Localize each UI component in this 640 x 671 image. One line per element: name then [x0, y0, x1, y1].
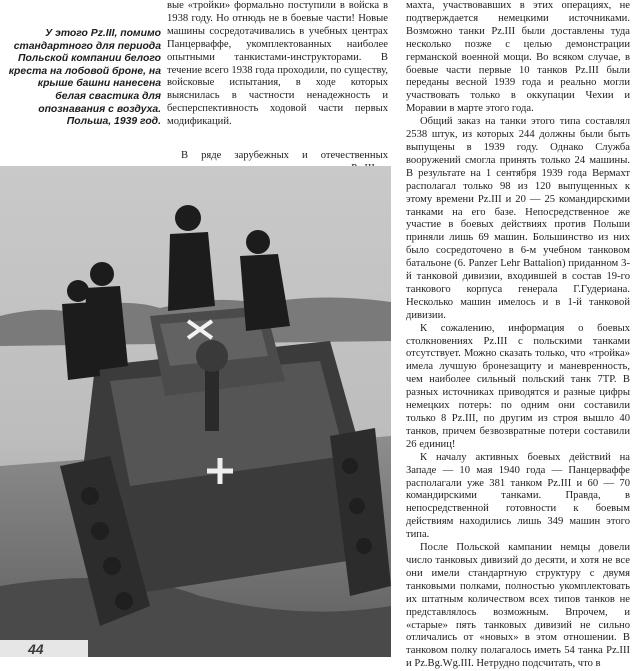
page-number: 44	[28, 641, 44, 657]
text-column-left	[167, 0, 388, 129]
paragraph: После Польской кампании немцы довели число танковых дивизий до десяти, и хотя не все они имели стандартную структуру с двумя танковыми полками, полностью укомплектовать их штатным количеством всех типов танков не представлялось возможным. Впрочем, и «старые» пять танковых дивизий не сильно отличались от «новых» в этом отношении. В танковом полку полагалось иметь 54 танка Pz.III и Pz.Bg.Wg.III. Нетрудно подсчитать, что в	[406, 542, 630, 670]
paragraph: махта, участвовавших в этих операциях, не подтверждается немецкими источниками. Возможно танки Pz.III были доставлены туда несколько позже с целью демонстрации германской военной мощи. Во всяком случае, в боевые части первые 10 танков Pz.III были переданы весной 1939 года и реально могли участвовать только в оккупации Чехии и Моравии в марте этого года.	[406, 0, 630, 115]
paragraph: К сожалению, информация о боевых столкновениях Pz.III с польскими танками отсутствует. Можно сказать только, что «тройка» имела лучшую бронезащиту и маневренность, чем наиболее сильный польский танк 7ТР. В разных источниках приводятся и разные цифры немецких потерь: по одним они составили только 8 Pz.III, по другим из строя вышло 40 танков, причем безвозвратные потери составили 26 единиц!	[406, 322, 630, 450]
paragraph: Общий заказ на танки этого типа составлял 2538 штук, из которых 244 должны были быть выпущены в 1939 году. Однако Служба вооружений смогла принять только 24 машины. В результате на 1 сентября 1939 года Вермахт располагал только 98 из 120 выпущенных к этому времени Pz.III и 20 — 25 командирскими танками на его базе. Непосредственное же участие в боевых действиях против Польши приняли лишь 69 машин. Большинство из них было сосредоточено в 6-м учебном танковом батальоне (6. Panzer Lehr Battalion) приданном 3-й танковой дивизии, входившей в состав 19-го танкового корпуса генерала Г.Гудериана. Несколько машин имелось и в 1-й танковой дивизии.	[406, 116, 630, 321]
photo-caption: У этого Pz.III, помимо стандартного для периода Польской компании белого креста на лобовой броне, на крыше башни нанесена белая свастика для опознавания с воздуха. Польша, 1939 год.	[8, 28, 161, 128]
page-number-box	[0, 640, 88, 657]
paragraph: В ряде зарубежных и отечественных	[181, 150, 388, 161]
tank-photo-illustration	[0, 166, 391, 657]
paragraph: вые «тройки» формально поступили в войска в 1938 году. Но отнюдь не в боевые части! Новые машины сосредотачивались в учебных центрах Панцерваффе, укомплектованных наиболее опытными танкистами-инструкторами. В течение всего 1938 года проходили, по существу, войсковые испытания, в ходе которых выяснилась в частности ненадежность и бесперспективность ходовой части первых модификаций.	[167, 0, 388, 128]
paragraph: К началу активных боевых действий на Западе — 10 мая 1940 года — Панцерваффе располагали уже 381 танком Pz.III и 60 — 70 командирскими танками. Правда, в непосредственной готовности к боевым действиям находились лишь 349 машин этого типа.	[406, 451, 630, 541]
text-column-right	[406, 0, 630, 671]
tank-photo	[0, 166, 391, 657]
